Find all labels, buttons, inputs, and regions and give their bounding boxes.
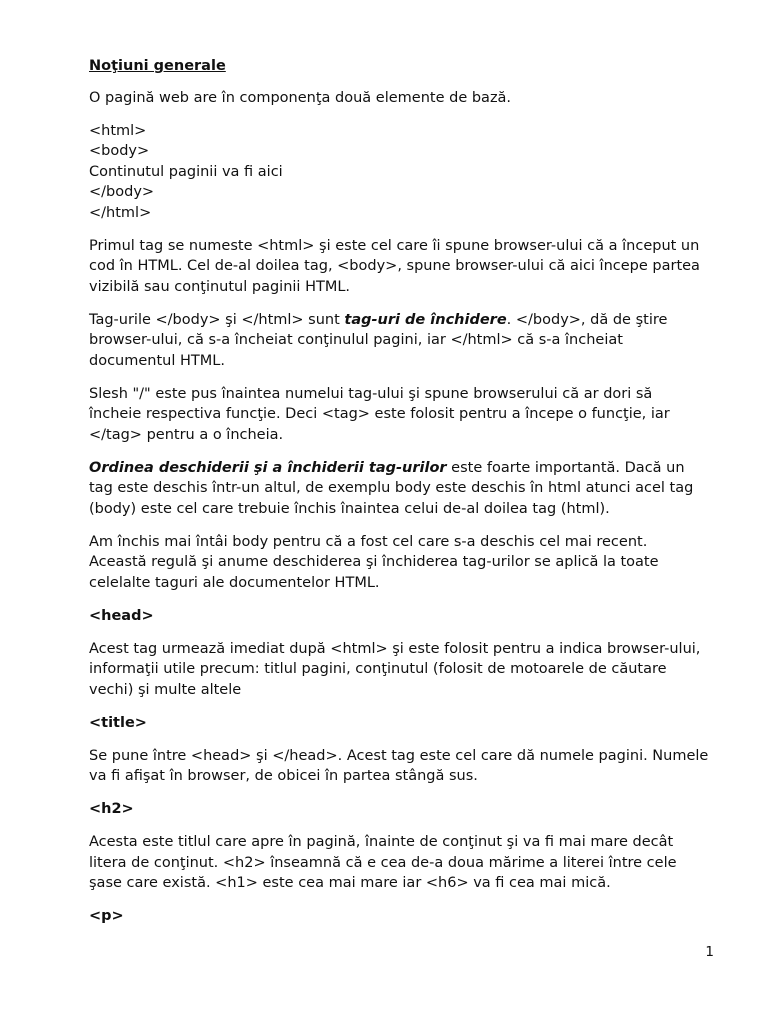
text-segment: . </body>, dă de ştire browser-ului, că s-a încheiat conţinulul pagini, iar </html> că s-a încheiat documentul HTML. bbox=[89, 311, 668, 369]
paragraph-first-tag: Primul tag se numeste <html> şi este cel care îi spune browser-ului că a început un cod în HTML. Cel de-al doilea tag, <body>, spune browser-ului că aici începe partea vizibilă sau conţinutul paginii HTML. bbox=[89, 237, 700, 295]
page-number: 1 bbox=[705, 944, 714, 960]
intro-paragraph: O pagină web are în componenţa două elemente de bază. bbox=[89, 89, 512, 106]
paragraph-body-closed: Am închis mai întâi body pentru că a fost cel care s-a deschis cel mai recent. Această regulă şi anume deschiderea şi închiderea tag-urilor se aplică la toate celelalte taguri ale documentelor HTML. bbox=[89, 533, 659, 591]
paragraph-order bbox=[89, 458, 709, 520]
code-line: Continutul paginii va fi aici bbox=[89, 163, 283, 180]
heading-h2-tag: <h2> bbox=[89, 801, 134, 817]
emphasis-closing-tags: tag-uri de închidere bbox=[344, 311, 507, 328]
code-example bbox=[89, 121, 709, 224]
paragraph-slash: Slesh "/" este pus înaintea numelui tag-ului şi spune browserului că ar dori să încheie respectiva funcţie. Deci <tag> este folosit pentru a începe o funcţie, iar </tag> pentru a o încheia. bbox=[89, 385, 670, 443]
page-title: Noţiuni generale bbox=[89, 58, 226, 74]
paragraph-title-tag: Se pune între <head> şi </head>. Acest tag este cel care dă numele pagini. Numele va fi afişat în browser, de obicei în partea stângă sus. bbox=[89, 747, 709, 784]
document-page bbox=[89, 56, 709, 939]
text-segment: este foarte importantă. Dacă un tag este deschis într-un altul, de exemplu body este deschis în html atunci acel tag (body) este cel care trebuie închis înaintea celui de-al doilea tag (html). bbox=[89, 459, 694, 517]
code-line: <html> bbox=[89, 122, 147, 139]
code-line: <body> bbox=[89, 143, 150, 159]
heading-title-tag: <title> bbox=[89, 714, 147, 731]
text-segment: Tag-urile </body> şi </html> sunt bbox=[89, 311, 345, 328]
paragraph-h2-tag: Acesta este titlul care apre în pagină, înainte de conţinut şi va fi mai mare decât litera de conţinut. <h2> înseamnă că e cea de-a doua mărime a literei între cele şase care există. <h1> este cea mai mare iar <h6> va fi cea mai mică. bbox=[89, 834, 677, 891]
heading-p-tag: <p> bbox=[89, 908, 124, 924]
emphasis-tag-order: Ordinea deschiderii şi a închiderii tag-urilor bbox=[89, 459, 447, 476]
heading-head-tag: <head> bbox=[89, 607, 154, 624]
code-line: </html> bbox=[89, 204, 152, 221]
code-line: </body> bbox=[89, 184, 155, 200]
paragraph-closing-tags bbox=[89, 310, 709, 372]
paragraph-head-tag: Acest tag urmează imediat după <html> şi este folosit pentru a indica browser-ului, informaţii utile precum: titlul pagini, conţinutul (folosit de motoarele de căutare vechi) şi multe altele bbox=[89, 640, 701, 698]
